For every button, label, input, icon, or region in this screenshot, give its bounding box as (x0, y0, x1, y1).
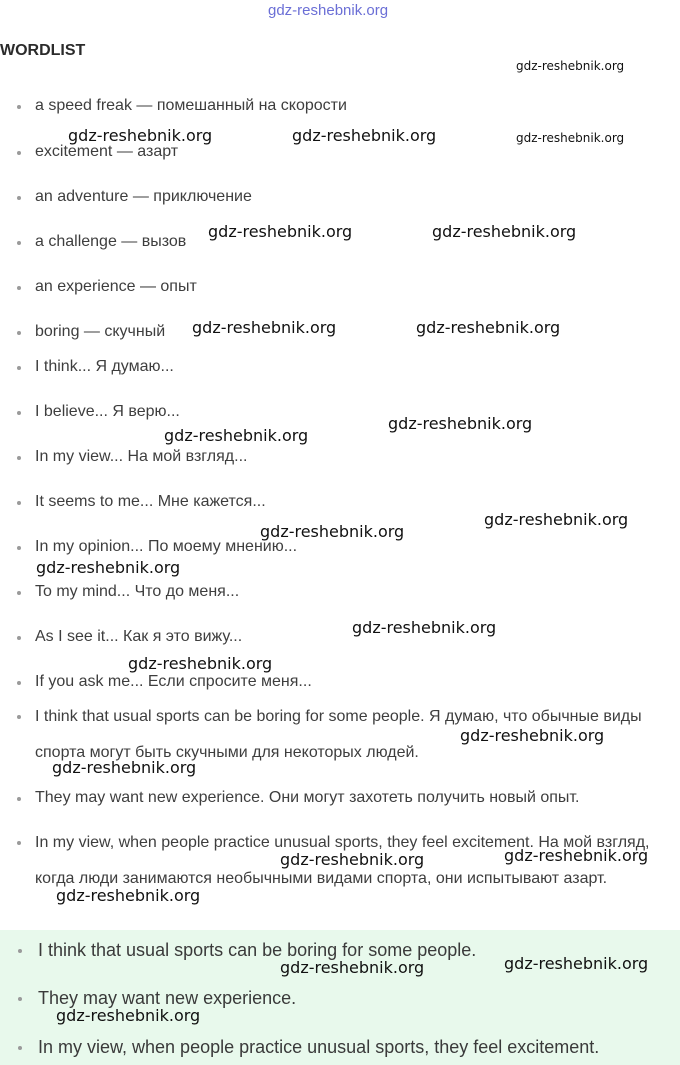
watermark: gdz-reshebnik.org (56, 1006, 201, 1025)
watermark: gdz-reshebnik.org (484, 510, 629, 529)
example-sentence: I think that usual sports can be boring for some people. Я думаю, что обычные виды спорта могут быть скучными для некоторых людей. (35, 699, 665, 771)
watermark: gdz-reshebnik.org (192, 318, 337, 337)
phrase-item: If you ask me... Если спросите меня... (35, 673, 312, 690)
wordlist-item: an experience — опыт (35, 278, 197, 295)
watermark: gdz-reshebnik.org (52, 758, 197, 777)
wordlist-item: a speed freak — помешанный на скорости (35, 97, 347, 114)
highlighted-sentence: They may want new experience. (38, 988, 297, 1008)
watermark: gdz-reshebnik.org (388, 414, 533, 433)
watermark: gdz-reshebnik.org (56, 886, 201, 905)
watermark: gdz-reshebnik.org (36, 558, 181, 577)
phrase-item: In my view... На мой взгляд... (35, 448, 248, 465)
watermark: gdz-reshebnik.org (460, 726, 605, 745)
watermark: gdz-reshebnik.org (68, 126, 213, 145)
phrase-item: I believe... Я верю... (35, 403, 180, 420)
wordlist-item: excitement — азарт (35, 143, 179, 160)
watermark: gdz-reshebnik.org (164, 426, 309, 445)
watermark: gdz-reshebnik.org (352, 618, 497, 637)
wordlist-item: boring — скучный (35, 323, 166, 340)
watermark: gdz-reshebnik.org (416, 318, 561, 337)
phrase-item: I think... Я думаю... (35, 358, 174, 375)
wordlist-item: a challenge — вызов (35, 233, 187, 250)
watermark: gdz-reshebnik.org (128, 654, 273, 673)
watermark: gdz-reshebnik.org (208, 222, 353, 241)
example-sentence: In my view, when people practice unusual sports, they feel excitement. На мой взгляд, когда люди занимаются необычными видами спорта, они испытывают азарт. (35, 825, 665, 897)
watermark: gdz-reshebnik.org (432, 222, 577, 241)
phrase-item: As I see it... Как я это вижу... (35, 628, 243, 645)
phrase-item: It seems to me... Мне кажется... (35, 493, 266, 510)
phrase-item: In my opinion... По моему мнению... (35, 538, 298, 555)
watermark: gdz-reshebnik.org (516, 131, 625, 145)
watermark: gdz-reshebnik.org (280, 958, 425, 977)
header-watermark: gdz-reshebnik.org (268, 2, 389, 19)
wordlist-item: an adventure — приключение (35, 188, 252, 205)
watermark: gdz-reshebnik.org (516, 59, 625, 73)
watermark: gdz-reshebnik.org (280, 850, 425, 869)
watermark: gdz-reshebnik.org (504, 846, 649, 865)
highlighted-sentence: In my view, when people practice unusual sports, they feel excitement. (38, 1037, 600, 1057)
watermark: gdz-reshebnik.org (260, 522, 405, 541)
watermark: gdz-reshebnik.org (504, 954, 649, 973)
highlighted-sentence: I think that usual sports can be boring for some people. (38, 940, 477, 960)
highlighted-block (0, 930, 680, 1065)
watermark: gdz-reshebnik.org (292, 126, 437, 145)
wordlist-title: WORDLIST (0, 42, 86, 59)
phrase-item: To my mind... Что до меня... (35, 583, 240, 600)
example-sentence: They may want new experience. Они могут захотеть получить новый опыт. (35, 789, 580, 806)
